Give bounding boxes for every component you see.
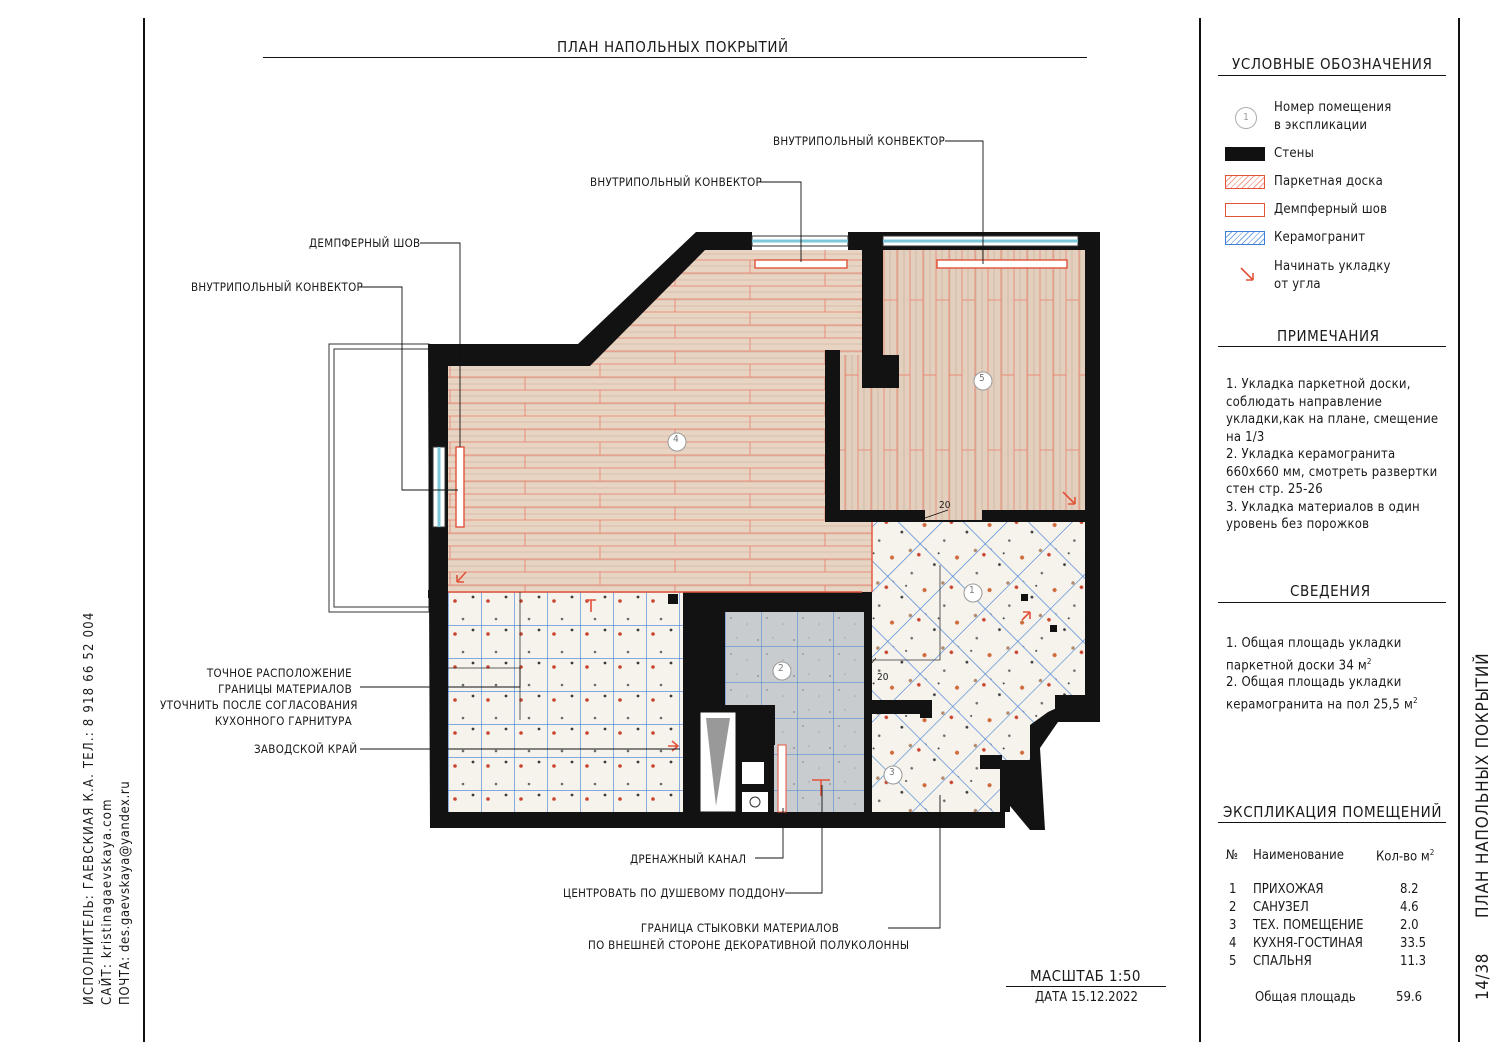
annotation-center-shower: ЦЕНТРОВАТЬ ПО ДУШЕВОМУ ПОДДОНУ xyxy=(563,886,786,900)
info-list xyxy=(1226,635,1418,714)
parquet-hatch-icon xyxy=(1225,175,1265,189)
frame-strip-line xyxy=(1458,18,1460,1042)
legend-title: УСЛОВНЫЕ ОБОЗНАЧЕНИЯ xyxy=(1232,55,1433,73)
boundary-note-line: ТОЧНОЕ РАСПОЛОЖЕНИЕ xyxy=(206,666,352,680)
explication-title-underline xyxy=(1218,822,1446,823)
room-number-5: 5 xyxy=(979,373,986,384)
annotation-factory-edge: ЗАВОДСКОЙ КРАЙ xyxy=(254,742,358,756)
info-line: керамогранита на пол 25,5 м xyxy=(1226,697,1414,713)
explication-cell-no: 5 xyxy=(1229,954,1237,969)
explication-cell-area: 8.2 xyxy=(1400,882,1419,897)
legend-label-room-number xyxy=(1274,99,1391,134)
info-title-underline xyxy=(1218,602,1446,603)
explication-cell-area: 33.5 xyxy=(1400,936,1427,951)
legend-label-walls: Стены xyxy=(1274,146,1315,161)
author-site: САЙТ: kristinagaevskaya.com xyxy=(100,798,115,1005)
explication-cell-area: 4.6 xyxy=(1400,900,1419,915)
legend-label-porcelain: Керамогранит xyxy=(1274,230,1366,245)
explication-cell-name: ТЕХ. ПОМЕЩЕНИЕ xyxy=(1253,918,1364,933)
note-line: уровень без порожков xyxy=(1226,517,1370,532)
annotation-convector-mid: ВНУТРИПОЛЬНЫЙ КОНВЕКТОР xyxy=(590,175,763,189)
explication-cell-no: 3 xyxy=(1229,918,1237,933)
legend-label-line: в экспликации xyxy=(1274,117,1368,133)
explication-header-qty xyxy=(1376,848,1434,864)
room-number-2: 2 xyxy=(778,663,785,674)
explication-total-label: Общая площадь xyxy=(1255,990,1356,1005)
legend-label-start xyxy=(1274,258,1391,293)
porcelain-hatch-icon xyxy=(1225,231,1265,245)
explication-cell-area: 2.0 xyxy=(1400,918,1419,933)
notes-list xyxy=(1226,376,1438,534)
info-line: 1. Общая площадь укладки xyxy=(1226,636,1402,651)
note-line: 1. Укладка паркетной доски, xyxy=(1226,377,1411,392)
legend-label-line: от угла xyxy=(1274,276,1321,292)
explication-cell-name: КУХНЯ-ГОСТИНАЯ xyxy=(1253,936,1363,951)
note-line: укладки,как на плане, смещение xyxy=(1226,412,1439,427)
legend-label-damper: Демпферный шов xyxy=(1274,202,1388,217)
room-number-4: 4 xyxy=(673,434,680,445)
hallway-tile-floor xyxy=(872,522,1085,812)
explication-cell-no: 4 xyxy=(1229,936,1237,951)
dimension-20-bedroom: 20 xyxy=(939,500,951,511)
author-performer: ИСПОЛНИТЕЛЬ: ГАЕВСКИАЯ К.А. ТЕЛ.: 8 918 66 52 004 xyxy=(82,611,97,1005)
kitchen-tile-floor xyxy=(448,592,683,812)
info-sup: 2 xyxy=(1366,656,1372,666)
page-title: ПЛАН НАПОЛЬНЫХ ПОКРЫТИЙ xyxy=(557,38,789,56)
start-arrow-icon xyxy=(1238,265,1258,285)
info-line: паркетной доски 34 м xyxy=(1226,657,1367,673)
info-line: 2. Общая площадь укладки xyxy=(1226,675,1402,691)
dimension-20-hall: 20 xyxy=(877,672,889,683)
explication-header-qty-text: Кол-во м xyxy=(1376,849,1430,865)
explication-title: ЭКСПЛИКАЦИЯ ПОМЕЩЕНИЙ xyxy=(1223,803,1443,821)
explication-header-no: № xyxy=(1226,848,1239,863)
explication-cell-name: ПРИХОЖАЯ xyxy=(1253,882,1324,897)
notes-title-underline xyxy=(1218,346,1446,347)
note-line: соблюдать направление xyxy=(1226,394,1383,410)
sheet-title: ПЛАН НАПОЛЬНЫХ ПОКРЫТИЙ xyxy=(1473,652,1493,918)
boundary-note-line: ГРАНИЦЫ МАТЕРИАЛОВ xyxy=(218,682,352,696)
explication-header-sup: 2 xyxy=(1429,848,1435,857)
annotation-damper-seam: ДЕМПФЕРНЫЙ ШОВ xyxy=(309,236,421,250)
note-line: 3. Укладка материалов в один xyxy=(1226,499,1420,515)
note-line: 2. Укладка керамогранита xyxy=(1226,447,1396,462)
explication-cell-no: 1 xyxy=(1229,882,1237,897)
boundary-note-line: УТОЧНИТЬ ПОСЛЕ СОГЛАСОВАНИЯ xyxy=(160,698,358,712)
explication-cell-name: САНУЗЕЛ xyxy=(1253,900,1309,915)
balcony xyxy=(329,344,429,612)
note-line: стен стр. 25-26 xyxy=(1226,482,1323,497)
notes-title: ПРИМЕЧАНИЯ xyxy=(1277,327,1380,345)
annotation-boundary-note xyxy=(160,665,358,729)
explication-total-value: 59.6 xyxy=(1396,990,1423,1005)
sheet-page: 14/38 xyxy=(1473,952,1493,1000)
scale-underline xyxy=(1006,986,1166,987)
legend-label-line: Номер помещения xyxy=(1274,100,1392,115)
annotation-junction xyxy=(588,920,910,954)
junction-line-1: ГРАНИЦА СТЫКОВКИ МАТЕРИАЛОВ xyxy=(640,921,840,935)
damper-outline-icon xyxy=(1225,203,1265,217)
legend-title-underline xyxy=(1218,75,1446,76)
info-title: СВЕДЕНИЯ xyxy=(1290,582,1371,600)
note-line: 660х660 мм, смотреть развертки xyxy=(1226,464,1438,480)
junction-line-2: ПО ВНЕШНЕЙ СТОРОНЕ ДЕКОРАТИВНОЙ ПОЛУКОЛОННЫ xyxy=(588,938,910,952)
room-number-3: 3 xyxy=(889,767,896,778)
legend-label-parquet: Паркетная доска xyxy=(1274,174,1383,189)
annotation-convector-right: ВНУТРИПОЛЬНЫЙ КОНВЕКТОР xyxy=(773,134,946,148)
explication-cell-area: 11.3 xyxy=(1400,954,1427,969)
room-number-circle-icon: 1 xyxy=(1235,107,1257,129)
room-number-1: 1 xyxy=(969,585,976,596)
explication-cell-no: 2 xyxy=(1229,900,1237,915)
info-sup: 2 xyxy=(1413,695,1418,705)
note-line: на 1/3 xyxy=(1226,429,1265,445)
legend-label-line: Начинать укладку xyxy=(1274,259,1391,274)
explication-header-name: Наименование xyxy=(1253,848,1344,863)
boundary-note-line: КУХОННОГО ГАРНИТУРА xyxy=(214,714,352,728)
date-label: ДАТА 15.12.2022 xyxy=(1035,990,1138,1005)
annotation-convector-left: ВНУТРИПОЛЬНЫЙ КОНВЕКТОР xyxy=(191,280,364,294)
author-mail: ПОЧТА: des.gaevskaya@yandex.ru xyxy=(118,780,133,1005)
explication-cell-name: СПАЛЬНЯ xyxy=(1253,954,1312,969)
living-room-floor xyxy=(448,250,872,592)
wall-swatch-icon xyxy=(1225,147,1265,161)
annotation-drain: ДРЕНАЖНЫЙ КАНАЛ xyxy=(630,852,747,866)
scale-label: МАСШТАБ 1:50 xyxy=(1030,967,1141,985)
